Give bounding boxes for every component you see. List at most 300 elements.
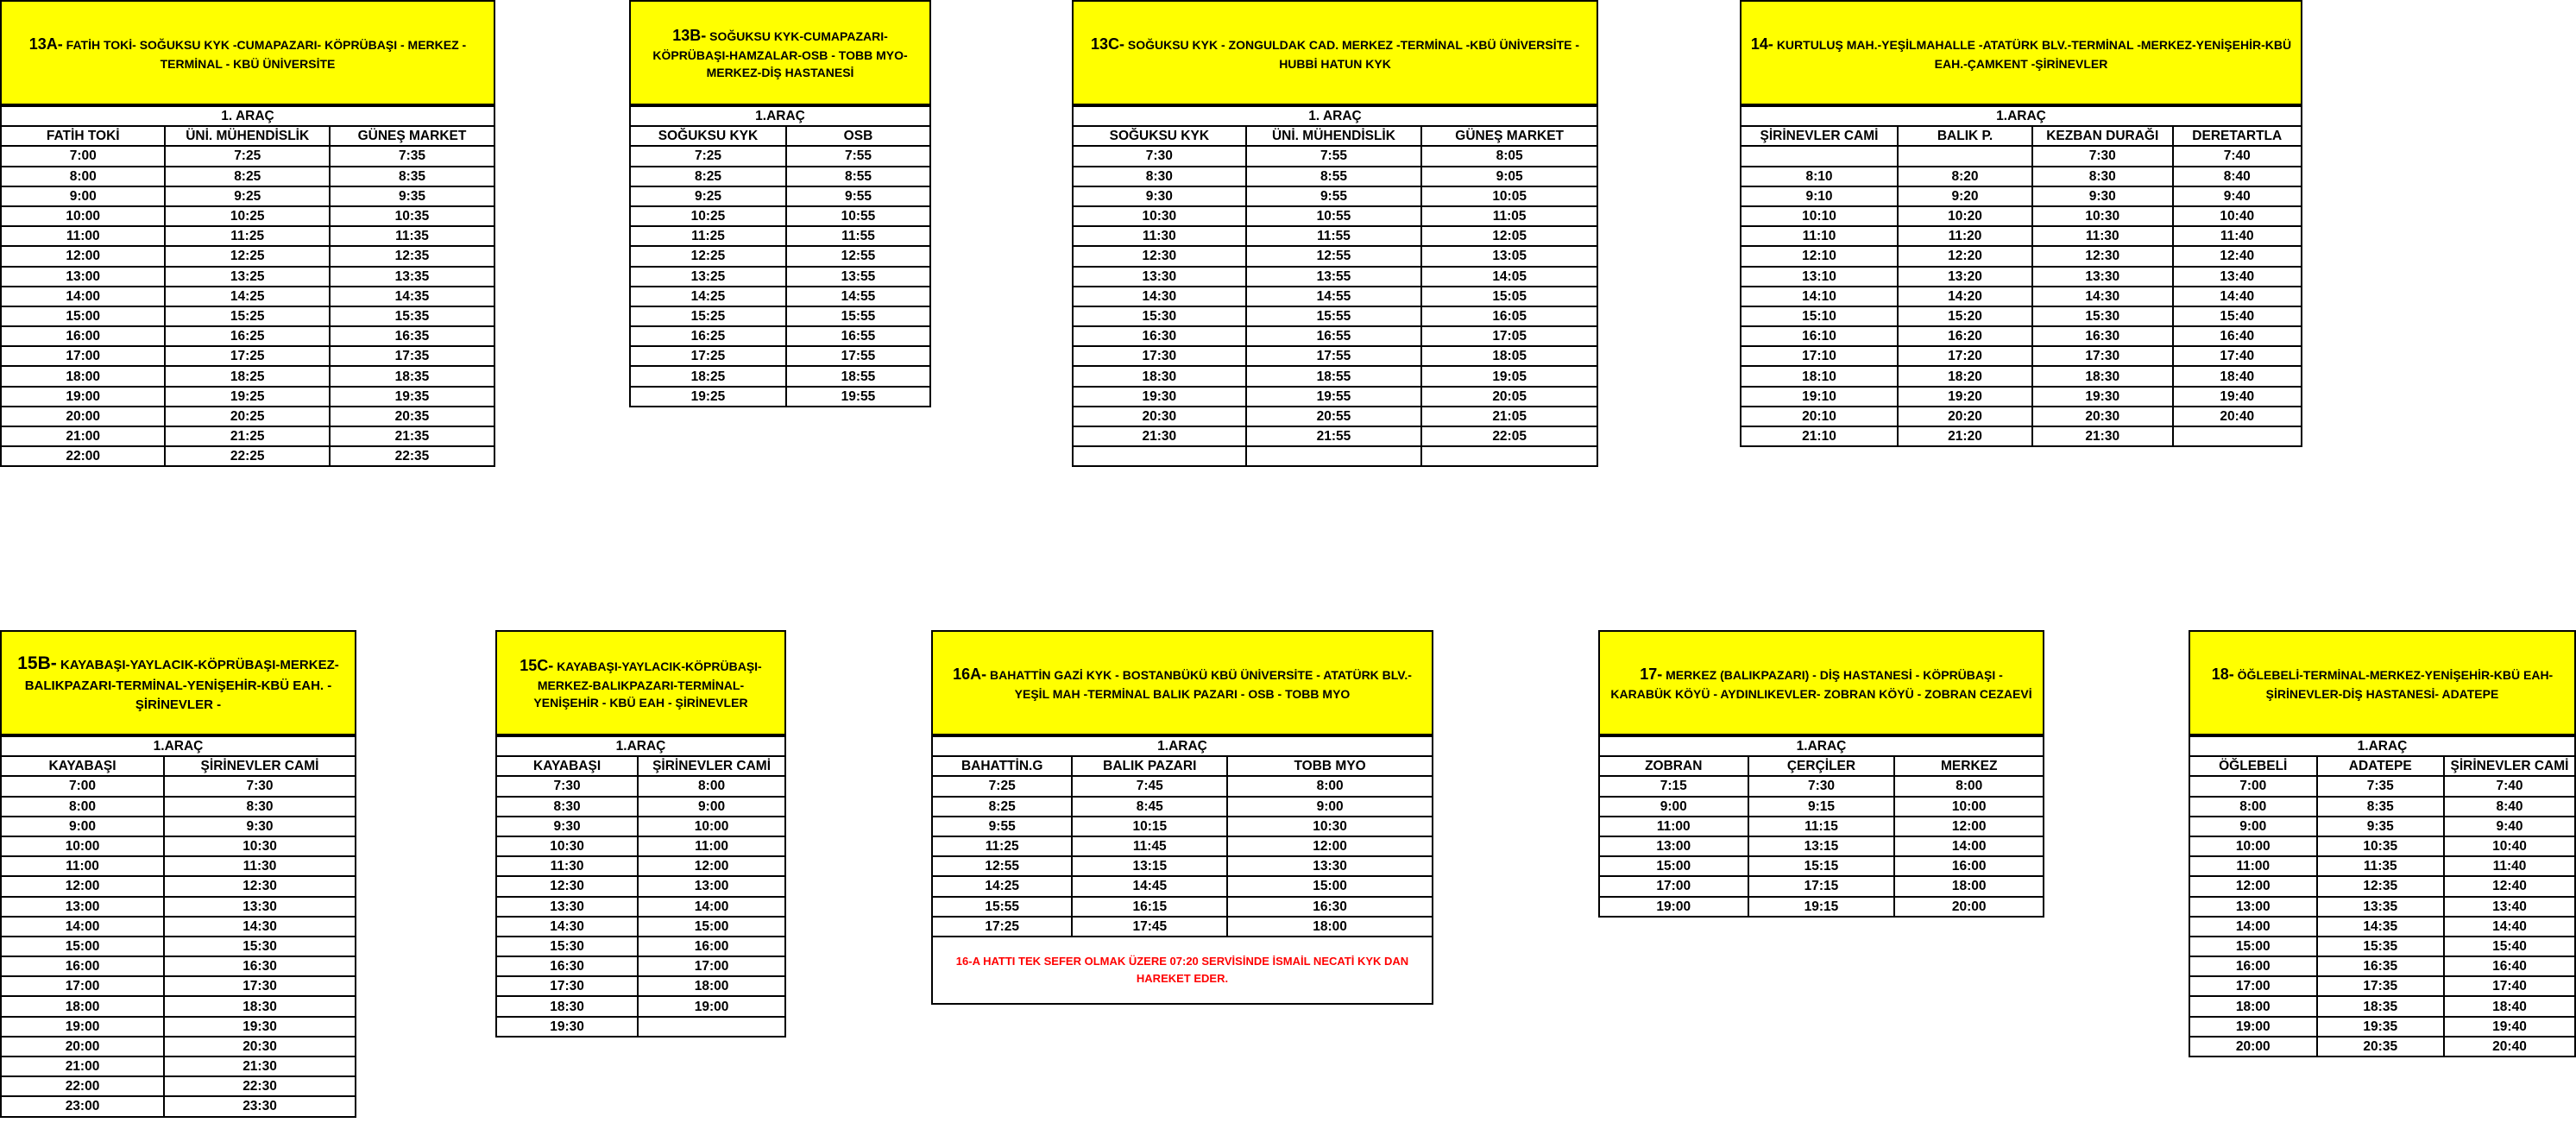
- departure-time-cell: 17:00: [1599, 876, 1748, 896]
- departure-time-cell: 17:25: [630, 346, 786, 366]
- departure-time-cell: 14:30: [164, 917, 356, 937]
- table-row: [1, 186, 494, 206]
- departure-time-cell: 10:00: [1894, 797, 2044, 817]
- table-row: [1741, 407, 2302, 426]
- departure-time-cell: 13:15: [1072, 856, 1227, 876]
- stop-name-header: ÜNİ. MÜHENDİSLİK: [1246, 126, 1422, 146]
- stop-header-row: [1741, 126, 2302, 146]
- departure-time-cell: 18:35: [330, 366, 494, 386]
- departure-time-cell: 13:20: [1898, 267, 2032, 287]
- table-row: [1, 346, 494, 366]
- route-header: [1598, 630, 2044, 735]
- route-header: [1740, 0, 2302, 105]
- departure-time-cell: 16:30: [496, 956, 638, 976]
- departure-time-cell: 13:05: [1421, 246, 1597, 266]
- route-header: [2189, 630, 2576, 735]
- route-code: 17-: [1640, 665, 1663, 683]
- departure-time-cell: 9:25: [165, 186, 329, 206]
- stop-name-header: ŞİRİNEVLER CAMİ: [164, 756, 356, 776]
- table-row: [1, 306, 494, 326]
- table-row: [932, 836, 1433, 856]
- stop-name-header: ŞİRİNEVLER CAMİ: [2444, 756, 2575, 776]
- departure-time-cell: 20:00: [1894, 897, 2044, 917]
- table-row: [932, 856, 1433, 876]
- stop-name-header: KEZBAN DURAĞI: [2032, 126, 2173, 146]
- departure-time-cell: 15:00: [1, 306, 165, 326]
- stop-name-header: ZOBRAN: [1599, 756, 1748, 776]
- departure-time-cell: 18:30: [2032, 366, 2173, 386]
- departure-time-cell: 8:40: [2444, 797, 2575, 817]
- departure-time-cell: 17:00: [1, 976, 164, 996]
- table-row: [1, 876, 356, 896]
- departure-time-cell: 17:10: [1741, 346, 1898, 366]
- departure-time-cell: 13:00: [638, 876, 785, 896]
- departure-time-cell: 13:30: [1227, 856, 1433, 876]
- departure-time-cell: [1741, 146, 1898, 166]
- departure-time-cell: 7:30: [1073, 146, 1246, 166]
- departure-time-cell: 22:00: [1, 1076, 164, 1096]
- departure-time-cell: 20:35: [2317, 1037, 2445, 1057]
- departure-time-cell: 11:40: [2444, 856, 2575, 876]
- table-row: [1599, 856, 2044, 876]
- table-row: [1, 897, 356, 917]
- departure-time-cell: 16:55: [786, 326, 930, 346]
- table-row: [1073, 146, 1597, 166]
- departure-time-cell: 10:25: [630, 206, 786, 226]
- departure-time-cell: 8:30: [2032, 167, 2173, 186]
- departure-time-cell: 19:30: [1073, 387, 1246, 407]
- departure-time-cell: 9:40: [2444, 817, 2575, 836]
- departure-time-cell: 19:00: [1599, 897, 1748, 917]
- stop-name-header: KAYABAŞI: [496, 756, 638, 776]
- departure-time-cell: 11:00: [1, 226, 165, 246]
- stop-name-header: OSB: [786, 126, 930, 146]
- departure-time-cell: 17:35: [330, 346, 494, 366]
- table-row: [1741, 186, 2302, 206]
- departure-time-cell: 7:30: [1748, 776, 1895, 796]
- departure-time-cell: 9:15: [1748, 797, 1895, 817]
- table-row: [1741, 306, 2302, 326]
- departure-time-cell: 10:15: [1072, 817, 1227, 836]
- departure-time-cell: 7:35: [330, 146, 494, 166]
- schedule-table: [931, 735, 1433, 937]
- table-row: [1, 446, 494, 466]
- route-header: [0, 630, 356, 735]
- departure-time-cell: 16:00: [1, 956, 164, 976]
- table-row: [1073, 407, 1597, 426]
- table-row: [496, 776, 785, 796]
- departure-time-cell: 20:05: [1421, 387, 1597, 407]
- departure-time-cell: 10:55: [1246, 206, 1422, 226]
- table-row: [1, 817, 356, 836]
- departure-time-cell: 10:25: [165, 206, 329, 226]
- stop-name-header: ÇERÇİLER: [1748, 756, 1895, 776]
- departure-time-cell: 15:30: [496, 937, 638, 956]
- stop-name-header: SOĞUKSU KYK: [630, 126, 786, 146]
- departure-time-cell: 17:00: [1, 346, 165, 366]
- stop-header-row: [932, 756, 1433, 776]
- table-row: [1, 956, 356, 976]
- departure-time-cell: 16:00: [1, 326, 165, 346]
- stop-name-header: TOBB MYO: [1227, 756, 1433, 776]
- departure-time-cell: 19:15: [1748, 897, 1895, 917]
- departure-time-cell: 11:35: [2317, 856, 2445, 876]
- departure-time-cell: 22:30: [164, 1076, 356, 1096]
- departure-time-cell: 20:40: [2173, 407, 2302, 426]
- departure-time-cell: 16:30: [2032, 326, 2173, 346]
- departure-time-cell: 16:15: [1072, 897, 1227, 917]
- table-row: [2189, 797, 2575, 817]
- route-18-timetable: [2189, 630, 2576, 1057]
- departure-time-cell: 8:25: [932, 797, 1072, 817]
- table-row: [1741, 387, 2302, 407]
- stop-header-row: [496, 756, 785, 776]
- departure-time-cell: 16:30: [164, 956, 356, 976]
- schedule-table: [495, 735, 786, 1038]
- departure-time-cell: 17:55: [1246, 346, 1422, 366]
- departure-time-cell: 14:25: [630, 287, 786, 306]
- departure-time-cell: 13:40: [2444, 897, 2575, 917]
- departure-time-cell: 15:20: [1898, 306, 2032, 326]
- departure-time-cell: 17:30: [164, 976, 356, 996]
- route-title: SOĞUKSU KYK - ZONGULDAK CAD. MERKEZ -TERMİNAL -KBÜ ÜNİVERSİTE - HUBBİ HATUN KYK: [1127, 37, 1580, 71]
- table-row: [630, 167, 930, 186]
- departure-time-cell: 20:00: [1, 1037, 164, 1057]
- departure-time-cell: 19:20: [1898, 387, 2032, 407]
- table-row: [932, 817, 1433, 836]
- departure-time-cell: 17:55: [786, 346, 930, 366]
- table-row: [496, 917, 785, 937]
- departure-time-cell: 11:05: [1421, 206, 1597, 226]
- departure-time-cell: 14:30: [2032, 287, 2173, 306]
- departure-time-cell: 18:55: [1246, 366, 1422, 386]
- departure-time-cell: 9:05: [1421, 167, 1597, 186]
- table-row: [496, 836, 785, 856]
- departure-time-cell: 8:25: [165, 167, 329, 186]
- departure-time-cell: 16:30: [1073, 326, 1246, 346]
- table-row: [2189, 836, 2575, 856]
- table-row: [630, 146, 930, 166]
- departure-time-cell: 20:30: [164, 1037, 356, 1057]
- departure-time-cell: 10:30: [1073, 206, 1246, 226]
- route-header: [931, 630, 1433, 735]
- route-code: 14-: [1750, 35, 1773, 53]
- table-row: [1073, 186, 1597, 206]
- departure-time-cell: 18:00: [2189, 996, 2317, 1016]
- table-row: [932, 776, 1433, 796]
- route-title: MERKEZ (BALIKPAZARI) - DİŞ HASTANESİ - KÖPRÜBAŞI - KARABÜK KÖYÜ - AYDINLIKEVLER- ZOBRAN KÖYÜ - ZOBRAN CEZAEVİ: [1610, 667, 2032, 701]
- departure-time-cell: 12:30: [2032, 246, 2173, 266]
- departure-time-cell: 19:10: [1741, 387, 1898, 407]
- table-row: [1599, 836, 2044, 856]
- departure-time-cell: 11:40: [2173, 226, 2302, 246]
- departure-time-cell: 11:45: [1072, 836, 1227, 856]
- table-row: [1073, 326, 1597, 346]
- departure-time-cell: 17:25: [165, 346, 329, 366]
- table-row: [1073, 426, 1597, 446]
- departure-time-cell: 9:00: [1, 817, 164, 836]
- departure-time-cell: 13:00: [1, 897, 164, 917]
- departure-time-cell: 14:35: [2317, 917, 2445, 937]
- vehicle-row: [1599, 736, 2044, 756]
- table-row: [1599, 776, 2044, 796]
- table-row: [1, 797, 356, 817]
- departure-time-cell: 14:40: [2444, 917, 2575, 937]
- departure-time-cell: 16:35: [330, 326, 494, 346]
- departure-time-cell: 18:30: [164, 996, 356, 1016]
- departure-time-cell: 11:30: [2032, 226, 2173, 246]
- table-row: [630, 186, 930, 206]
- vehicle-label: 1.ARAÇ: [1, 736, 356, 756]
- route-code: 15B-: [17, 653, 57, 674]
- departure-time-cell: [2173, 426, 2302, 446]
- departure-time-cell: [1246, 446, 1422, 466]
- table-row: [1, 776, 356, 796]
- departure-time-cell: 8:45: [1072, 797, 1227, 817]
- vehicle-label: 1.ARAÇ: [1599, 736, 2044, 756]
- departure-time-cell: 15:00: [638, 917, 785, 937]
- vehicle-label: 1.ARAÇ: [932, 736, 1433, 756]
- departure-time-cell: 16:25: [630, 326, 786, 346]
- schedule-table: [629, 105, 931, 407]
- departure-time-cell: 12:00: [1, 876, 164, 896]
- table-row: [1073, 246, 1597, 266]
- departure-time-cell: 16:25: [165, 326, 329, 346]
- departure-time-cell: 19:35: [330, 387, 494, 407]
- route-header-text: [506, 654, 776, 712]
- departure-time-cell: 8:20: [1898, 167, 2032, 186]
- vehicle-row: [1073, 106, 1597, 126]
- stop-name-header: BAHATTİN.G: [932, 756, 1072, 776]
- departure-time-cell: 17:40: [2173, 346, 2302, 366]
- table-row: [1073, 446, 1597, 466]
- departure-time-cell: 7:00: [1, 776, 164, 796]
- table-row: [630, 366, 930, 386]
- route-code: 13B-: [672, 26, 707, 44]
- stop-header-row: [1, 126, 494, 146]
- vehicle-label: 1.ARAÇ: [630, 106, 930, 126]
- departure-time-cell: 17:25: [932, 917, 1072, 937]
- departure-time-cell: 12:40: [2444, 876, 2575, 896]
- departure-time-cell: 12:30: [496, 876, 638, 896]
- table-row: [496, 897, 785, 917]
- table-row: [1, 917, 356, 937]
- table-row: [1, 996, 356, 1016]
- departure-time-cell: 14:55: [786, 287, 930, 306]
- departure-time-cell: 14:00: [638, 897, 785, 917]
- route-code: 18-: [2211, 665, 2234, 683]
- route-title: KAYABAŞI-YAYLACIK-KÖPRÜBAŞI-MERKEZ-BALIKPAZARI-TERMİNAL-YENİŞEHİR - KBÜ EAH - ŞİRİNEVLER: [533, 659, 762, 710]
- departure-time-cell: 7:15: [1599, 776, 1748, 796]
- departure-time-cell: 14:05: [1421, 267, 1597, 287]
- departure-time-cell: 14:00: [1, 917, 164, 937]
- departure-time-cell: 15:40: [2444, 937, 2575, 956]
- departure-time-cell: 15:55: [932, 897, 1072, 917]
- stop-name-header: ŞİRİNEVLER CAMİ: [638, 756, 785, 776]
- table-row: [1, 1057, 356, 1076]
- table-row: [1073, 387, 1597, 407]
- departure-time-cell: 15:30: [164, 937, 356, 956]
- departure-time-cell: 7:30: [164, 776, 356, 796]
- table-row: [932, 897, 1433, 917]
- departure-time-cell: 16:30: [1227, 897, 1433, 917]
- table-row: [2189, 917, 2575, 937]
- departure-time-cell: 17:30: [496, 976, 638, 996]
- departure-time-cell: 14:00: [1894, 836, 2044, 856]
- departure-time-cell: 18:25: [165, 366, 329, 386]
- departure-time-cell: 9:55: [932, 817, 1072, 836]
- departure-time-cell: 15:35: [2317, 937, 2445, 956]
- departure-time-cell: 10:40: [2444, 836, 2575, 856]
- departure-time-cell: 21:30: [1073, 426, 1246, 446]
- departure-time-cell: 23:00: [1, 1096, 164, 1116]
- table-row: [1741, 226, 2302, 246]
- stop-name-header: SOĞUKSU KYK: [1073, 126, 1246, 146]
- schedule-table: [1740, 105, 2302, 447]
- departure-time-cell: 14:00: [1, 287, 165, 306]
- departure-time-cell: 7:30: [496, 776, 638, 796]
- table-row: [1073, 346, 1597, 366]
- departure-time-cell: 15:25: [630, 306, 786, 326]
- departure-time-cell: 21:30: [2032, 426, 2173, 446]
- departure-time-cell: 19:00: [1, 387, 165, 407]
- departure-time-cell: 7:25: [165, 146, 329, 166]
- route-header-text: [1082, 33, 1588, 73]
- departure-time-cell: 13:40: [2173, 267, 2302, 287]
- route-header-text: [10, 651, 346, 715]
- departure-time-cell: 13:25: [165, 267, 329, 287]
- departure-time-cell: 21:20: [1898, 426, 2032, 446]
- route-header-text: [942, 663, 1423, 703]
- departure-time-cell: 9:30: [2032, 186, 2173, 206]
- departure-time-cell: 11:30: [164, 856, 356, 876]
- departure-time-cell: 15:25: [165, 306, 329, 326]
- departure-time-cell: 10:35: [330, 206, 494, 226]
- departure-time-cell: 12:35: [2317, 876, 2445, 896]
- route-code: 13C-: [1090, 35, 1124, 53]
- departure-time-cell: 21:00: [1, 426, 165, 446]
- vehicle-row: [2189, 736, 2575, 756]
- departure-time-cell: 8:30: [496, 797, 638, 817]
- departure-time-cell: 7:40: [2444, 776, 2575, 796]
- table-row: [1, 1096, 356, 1116]
- departure-time-cell: 14:55: [1246, 287, 1422, 306]
- table-row: [932, 917, 1433, 937]
- route-title: SOĞUKSU KYK-CUMAPAZARI-KÖPRÜBAŞI-HAMZALAR-OSB - TOBB MYO- MERKEZ-DİŞ HASTANESİ: [652, 28, 908, 80]
- table-row: [1073, 287, 1597, 306]
- departure-time-cell: 8:00: [1, 797, 164, 817]
- route-title: ÖĞLEBELİ-TERMİNAL-MERKEZ-YENİŞEHİR-KBÜ EAH-ŞİRİNEVLER-DİŞ HASTANESİ- ADATEPE: [2237, 667, 2554, 701]
- table-row: [1599, 817, 2044, 836]
- table-row: [1, 246, 494, 266]
- route-code: 13A-: [28, 35, 63, 53]
- departure-time-cell: 8:10: [1741, 167, 1898, 186]
- departure-time-cell: 13:15: [1748, 836, 1895, 856]
- table-row: [1073, 226, 1597, 246]
- departure-time-cell: 17:30: [2032, 346, 2173, 366]
- departure-time-cell: 8:35: [2317, 797, 2445, 817]
- departure-time-cell: 8:30: [1073, 167, 1246, 186]
- table-row: [630, 267, 930, 287]
- schedule-table: [2189, 735, 2576, 1057]
- table-row: [1, 1037, 356, 1057]
- departure-time-cell: 11:25: [932, 836, 1072, 856]
- departure-time-cell: 10:20: [1898, 206, 2032, 226]
- route-header-text: [1609, 663, 2034, 703]
- departure-time-cell: 7:55: [1246, 146, 1422, 166]
- departure-time-cell: 22:25: [165, 446, 329, 466]
- departure-time-cell: 19:35: [2317, 1017, 2445, 1037]
- departure-time-cell: 19:05: [1421, 366, 1597, 386]
- departure-time-cell: 17:40: [2444, 976, 2575, 996]
- departure-time-cell: 11:10: [1741, 226, 1898, 246]
- vehicle-row: [932, 736, 1433, 756]
- departure-time-cell: 8:00: [2189, 797, 2317, 817]
- stop-name-header: ADATEPE: [2317, 756, 2445, 776]
- departure-time-cell: 18:55: [786, 366, 930, 386]
- departure-time-cell: 21:05: [1421, 407, 1597, 426]
- departure-time-cell: 10:05: [1421, 186, 1597, 206]
- table-row: [1, 387, 494, 407]
- departure-time-cell: 13:00: [1599, 836, 1748, 856]
- table-row: [1741, 267, 2302, 287]
- departure-time-cell: 11:20: [1898, 226, 2032, 246]
- departure-time-cell: 16:40: [2444, 956, 2575, 976]
- departure-time-cell: 20:20: [1898, 407, 2032, 426]
- departure-time-cell: 12:10: [1741, 246, 1898, 266]
- departure-time-cell: 17:35: [2317, 976, 2445, 996]
- departure-time-cell: 8:00: [638, 776, 785, 796]
- table-row: [630, 206, 930, 226]
- departure-time-cell: 9:55: [786, 186, 930, 206]
- departure-time-cell: 9:30: [496, 817, 638, 836]
- table-row: [2189, 976, 2575, 996]
- table-row: [1, 836, 356, 856]
- table-row: [496, 797, 785, 817]
- table-row: [1741, 287, 2302, 306]
- table-row: [630, 387, 930, 407]
- table-row: [496, 856, 785, 876]
- departure-time-cell: 15:35: [330, 306, 494, 326]
- table-row: [1073, 366, 1597, 386]
- departure-time-cell: 13:30: [1073, 267, 1246, 287]
- table-row: [630, 326, 930, 346]
- route-code: 15C-: [520, 656, 554, 674]
- stop-header-row: [1599, 756, 2044, 776]
- schedule-table: [1072, 105, 1598, 467]
- departure-time-cell: 16:10: [1741, 326, 1898, 346]
- table-row: [1741, 206, 2302, 226]
- table-row: [1, 976, 356, 996]
- vehicle-row: [1, 736, 356, 756]
- departure-time-cell: 9:30: [1073, 186, 1246, 206]
- route-13c-timetable: [1072, 0, 1598, 467]
- departure-time-cell: 13:35: [2317, 897, 2445, 917]
- departure-time-cell: 13:25: [630, 267, 786, 287]
- stop-header-row: [1, 756, 356, 776]
- departure-time-cell: 12:55: [786, 246, 930, 266]
- departure-time-cell: 18:35: [2317, 996, 2445, 1016]
- table-row: [1, 1076, 356, 1096]
- departure-time-cell: 9:00: [1, 186, 165, 206]
- departure-time-cell: 8:40: [2173, 167, 2302, 186]
- departure-time-cell: 12:55: [1246, 246, 1422, 266]
- table-row: [2189, 776, 2575, 796]
- table-row: [496, 876, 785, 896]
- table-row: [1599, 876, 2044, 896]
- stop-name-header: ÖĞLEBELİ: [2189, 756, 2317, 776]
- departure-time-cell: 16:00: [2189, 956, 2317, 976]
